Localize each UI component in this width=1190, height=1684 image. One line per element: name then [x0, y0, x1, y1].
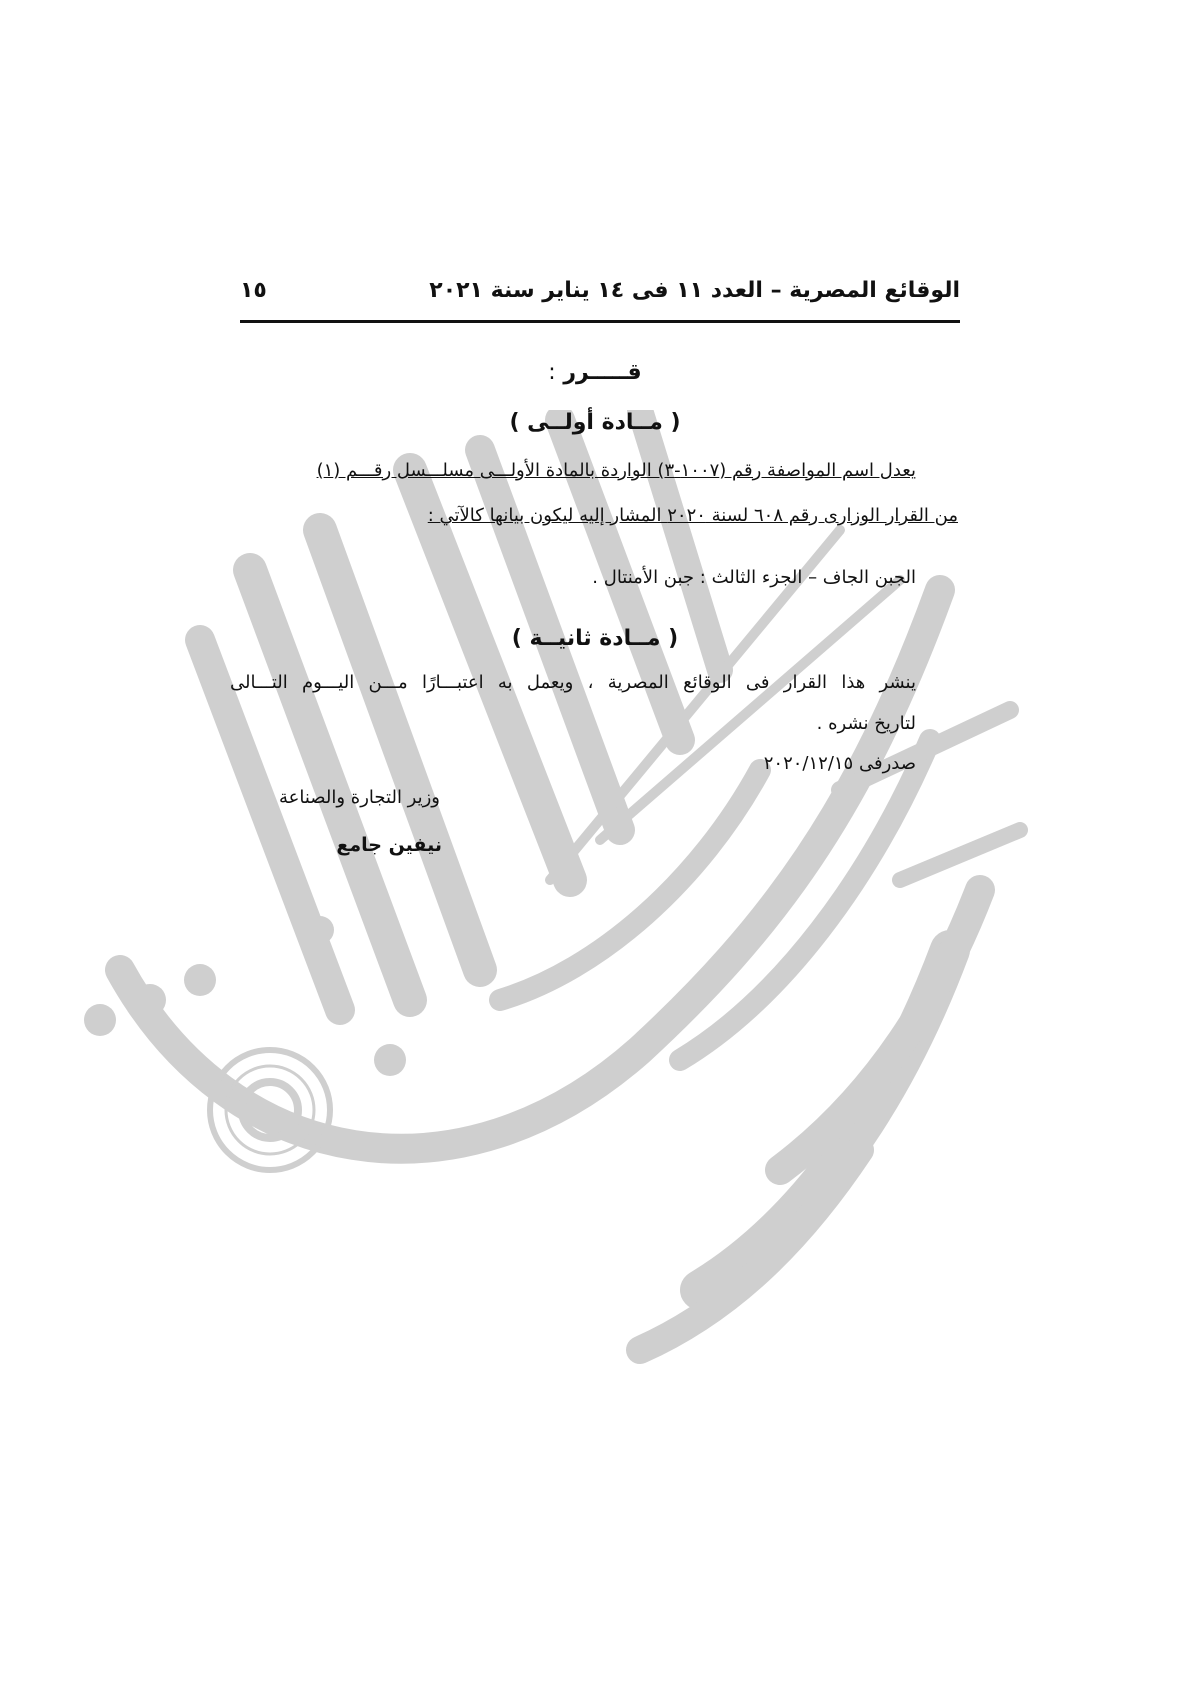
- page-number: ١٥: [240, 277, 267, 303]
- article-one-line-3: الجبن الجاف – الجزء الثالث : جبن الأمنتال .: [592, 567, 916, 588]
- decision-word: قـــــرر: [563, 360, 642, 385]
- signer-name: نيفين جامع: [336, 834, 442, 856]
- gazette-title: الوقائع المصرية – العدد ١١ فى ١٤ يناير سنة ٢٠٢١: [429, 277, 960, 303]
- article-two-line-1: ينشر هذا القرار فى الوقائع المصرية ، ويعمل به اعتبـــارًا مـــن اليـــوم التـــالى: [230, 672, 916, 693]
- decision-heading: [0, 360, 1190, 385]
- minister-title: وزير التجارة والصناعة: [278, 787, 440, 808]
- watermark-logo: [80, 410, 1040, 1390]
- decision-colon: :: [548, 360, 556, 385]
- header-divider: [240, 320, 960, 323]
- page-header: [240, 270, 960, 310]
- article-one-heading: ( مــادة أولــى ): [509, 410, 681, 435]
- issue-date: صدرفى ٢٠٢٠/١٢/١٥: [763, 753, 916, 774]
- article-two-line-2: لتاريخ نشره .: [816, 713, 916, 734]
- article-one-line-1: يعدل اسم المواصفة رقم (١٠٠٧-٣) الواردة بالمادة الأولـــى مسلـــسل رقـــم (١): [316, 460, 916, 481]
- article-one-line-2: من القرار الوزارى رقم ٦٠٨ لسنة ٢٠٢٠ المشار إليه ليكون بيانها كالآتي :: [427, 505, 958, 526]
- article-two-heading: ( مــادة ثانيــة ): [511, 626, 679, 651]
